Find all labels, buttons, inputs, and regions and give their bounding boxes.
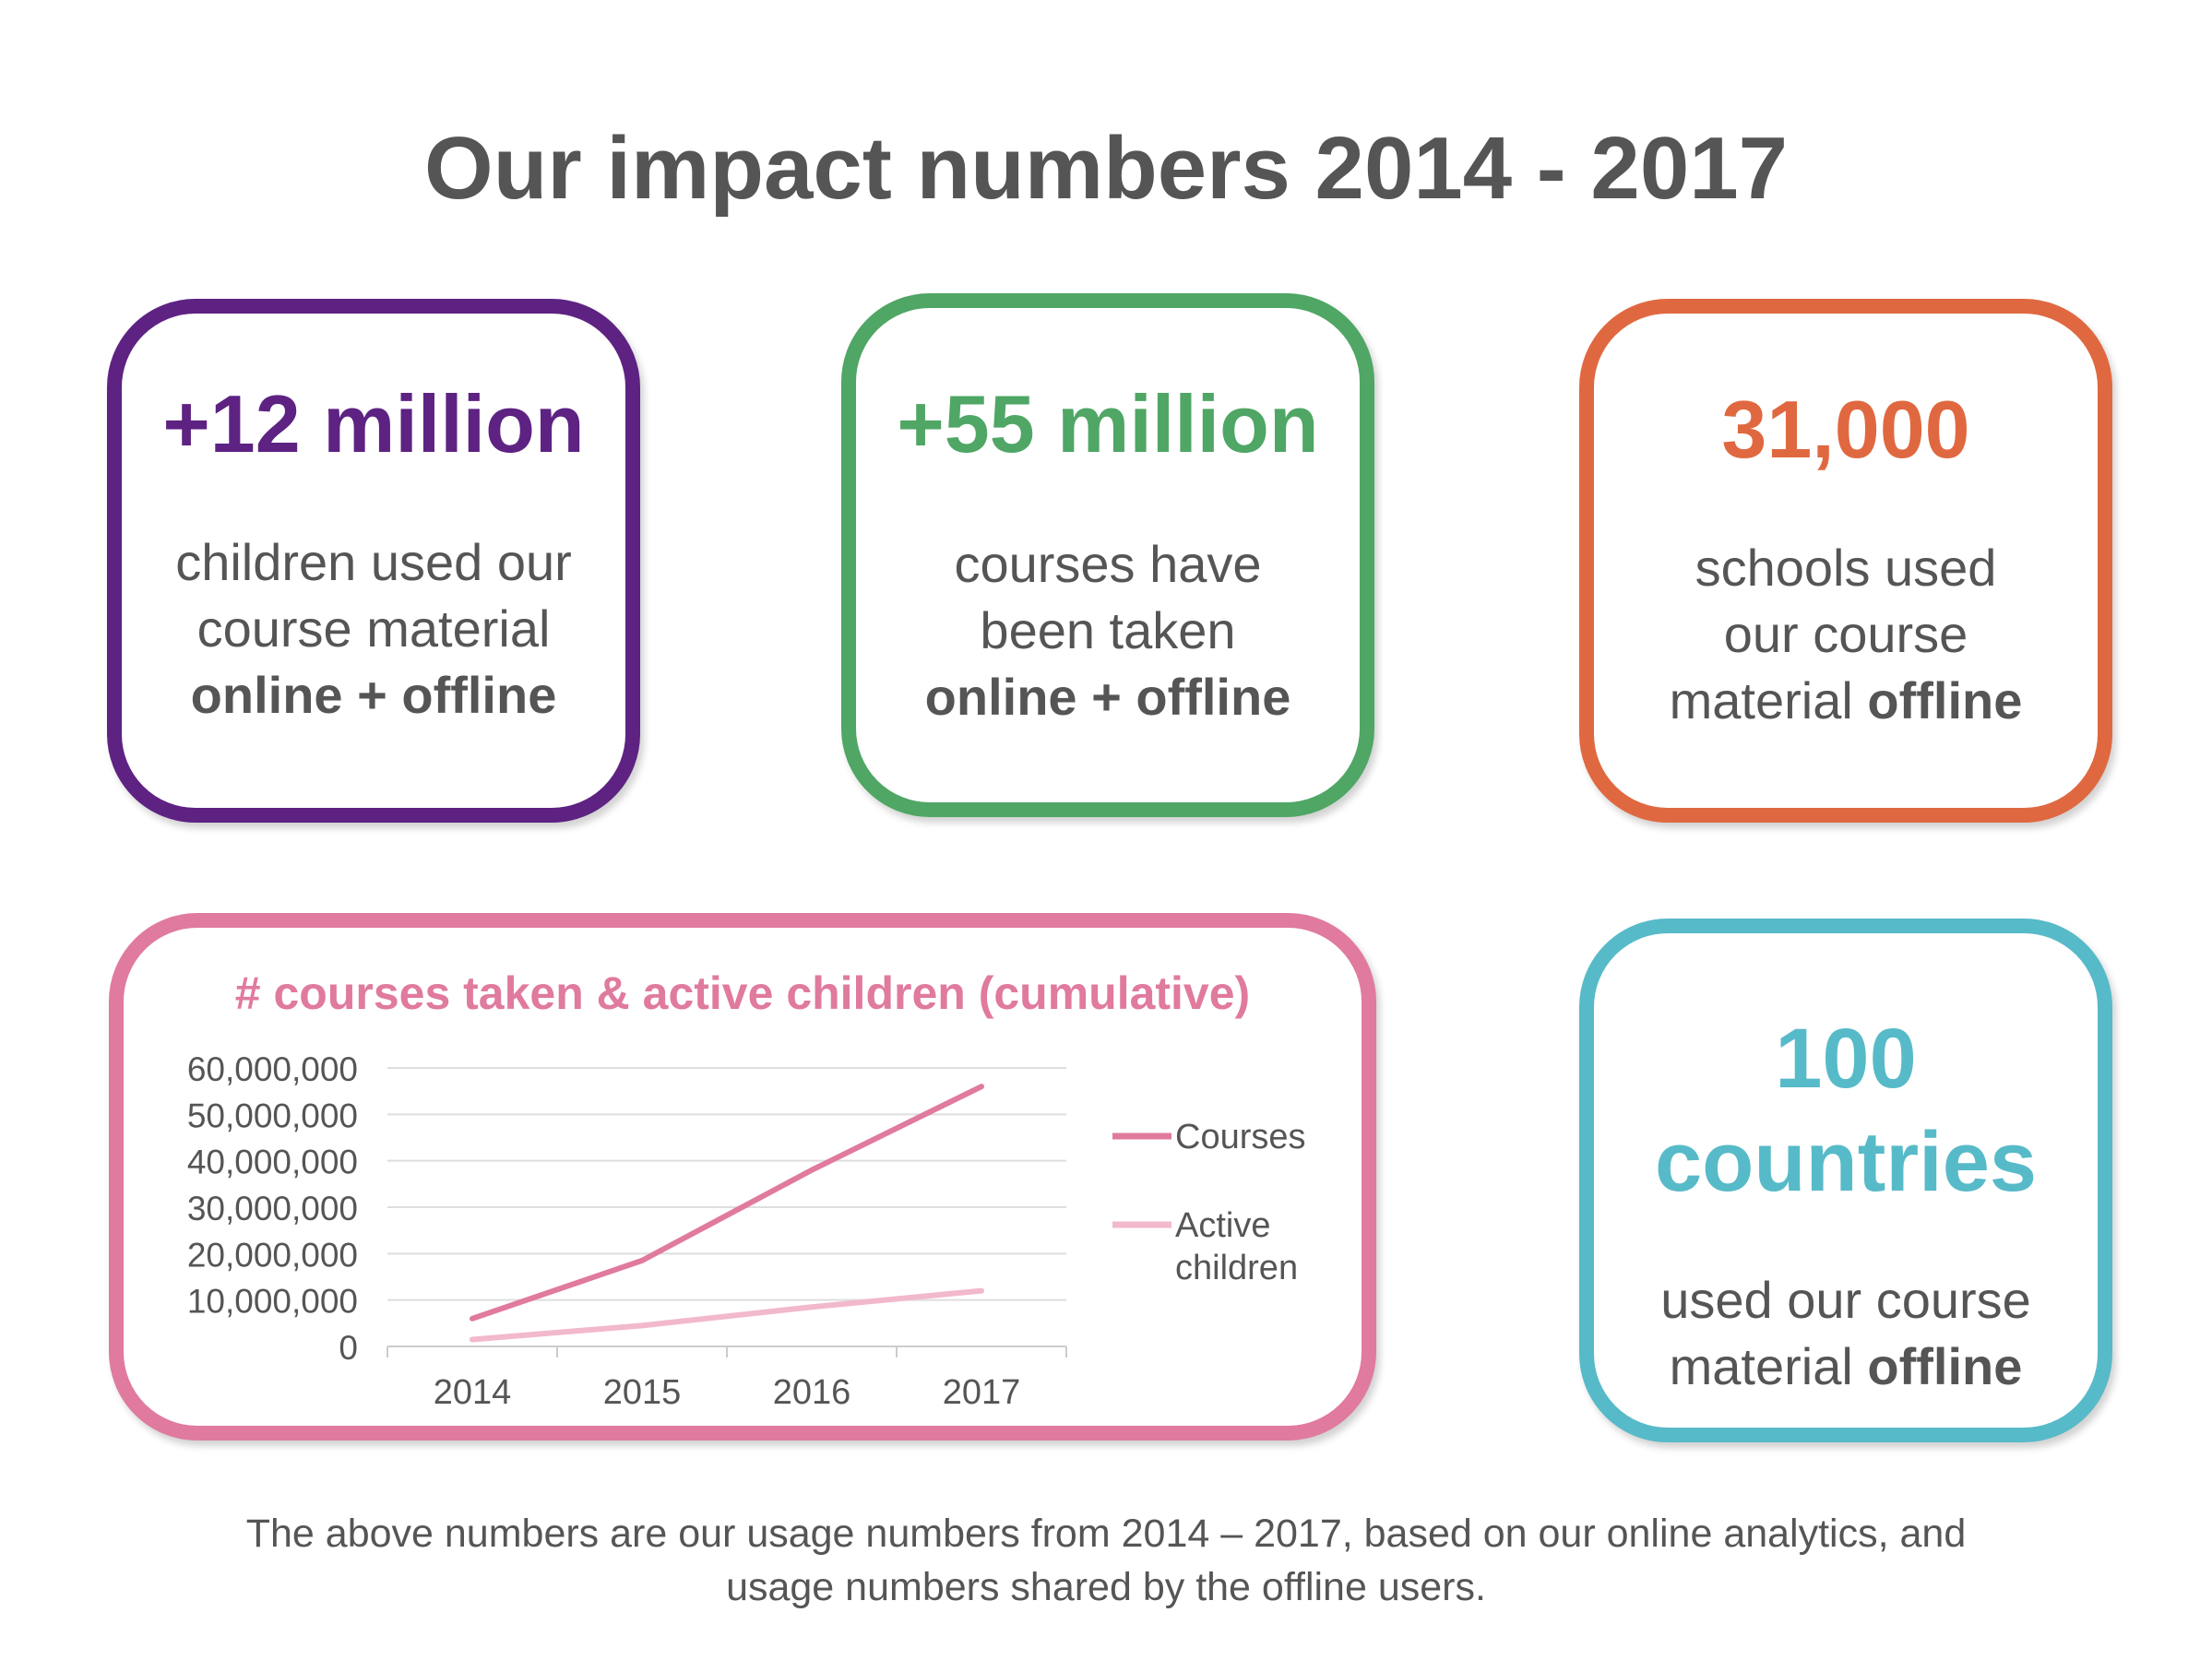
data-point-active-children xyxy=(471,1338,474,1341)
y-tick-label: 30,000,000 xyxy=(186,1190,358,1227)
stat-desc-text: material xyxy=(1669,671,1868,729)
legend-label: Courses xyxy=(1175,1118,1306,1156)
stat-desc-bold: offline xyxy=(1867,671,2023,729)
x-tick-label: 2015 xyxy=(602,1373,682,1412)
stat-card-schools xyxy=(1579,299,2112,823)
legend-label: Active xyxy=(1175,1206,1271,1245)
footnote xyxy=(0,1507,2212,1614)
stat-desc-text: material xyxy=(1669,1337,1868,1395)
data-point-courses xyxy=(641,1259,644,1262)
x-tick-label: 2014 xyxy=(433,1373,512,1412)
stat-desc-line: our course xyxy=(1723,605,1968,663)
stat-description xyxy=(1594,535,2098,734)
stat-number: +55 million xyxy=(897,378,1319,469)
stat-desc-bold: online + offline xyxy=(190,666,557,724)
stat-description xyxy=(122,529,625,729)
stat-number-line: countries xyxy=(1654,1115,2038,1209)
stat-desc-bold: online + offline xyxy=(924,668,1291,726)
y-tick-label: 10,000,000 xyxy=(186,1282,358,1321)
stat-card-courses xyxy=(841,293,1374,817)
stat-desc-line: schools used xyxy=(1695,539,1997,597)
chart-card xyxy=(109,913,1376,1441)
stat-number: 31,000 xyxy=(1721,384,1970,475)
stat-number: +12 million xyxy=(162,378,585,469)
legend-label: children xyxy=(1175,1249,1299,1287)
data-point-active-children xyxy=(811,1306,814,1309)
series-line-active-children xyxy=(472,1291,981,1340)
x-tick-label: 2017 xyxy=(942,1373,1021,1412)
y-tick-label: 40,000,000 xyxy=(186,1143,358,1181)
y-tick-label: 0 xyxy=(339,1329,358,1367)
stat-card-children xyxy=(107,299,640,823)
stat-number-line: 100 xyxy=(1775,1012,1917,1106)
data-point-courses xyxy=(811,1168,814,1171)
stat-card-countries xyxy=(1579,919,2112,1442)
data-point-active-children xyxy=(641,1324,644,1327)
stat-number xyxy=(1594,1007,2098,1214)
page-title: Our impact numbers 2014 - 2017 xyxy=(424,119,1788,218)
chart-title: # courses taken & active children (cumulative) xyxy=(234,967,1251,1019)
footnote-line: The above numbers are our usage numbers from 2014 – 2017, based on our online analytics, and xyxy=(245,1512,1967,1556)
line-chart xyxy=(124,928,1362,1426)
stat-desc-line: children used our xyxy=(175,533,572,591)
y-tick-label: 60,000,000 xyxy=(186,1050,358,1088)
stat-desc-line: used our course xyxy=(1660,1271,2031,1329)
data-point-courses xyxy=(471,1317,474,1320)
stat-desc-line: been taken xyxy=(980,601,1236,659)
stat-description xyxy=(856,531,1360,730)
footnote-line: usage numbers shared by the offline users. xyxy=(726,1565,1486,1609)
y-tick-label: 20,000,000 xyxy=(186,1236,358,1275)
x-tick-label: 2016 xyxy=(772,1373,851,1412)
series-line-courses xyxy=(472,1086,981,1319)
stat-desc-line: courses have xyxy=(954,535,1262,593)
stat-desc-bold: offline xyxy=(1867,1337,2023,1395)
y-tick-label: 50,000,000 xyxy=(186,1097,358,1135)
stat-desc-line: course material xyxy=(196,599,551,658)
data-point-courses xyxy=(981,1085,983,1088)
data-point-active-children xyxy=(981,1289,983,1292)
stat-description xyxy=(1594,1267,2098,1400)
